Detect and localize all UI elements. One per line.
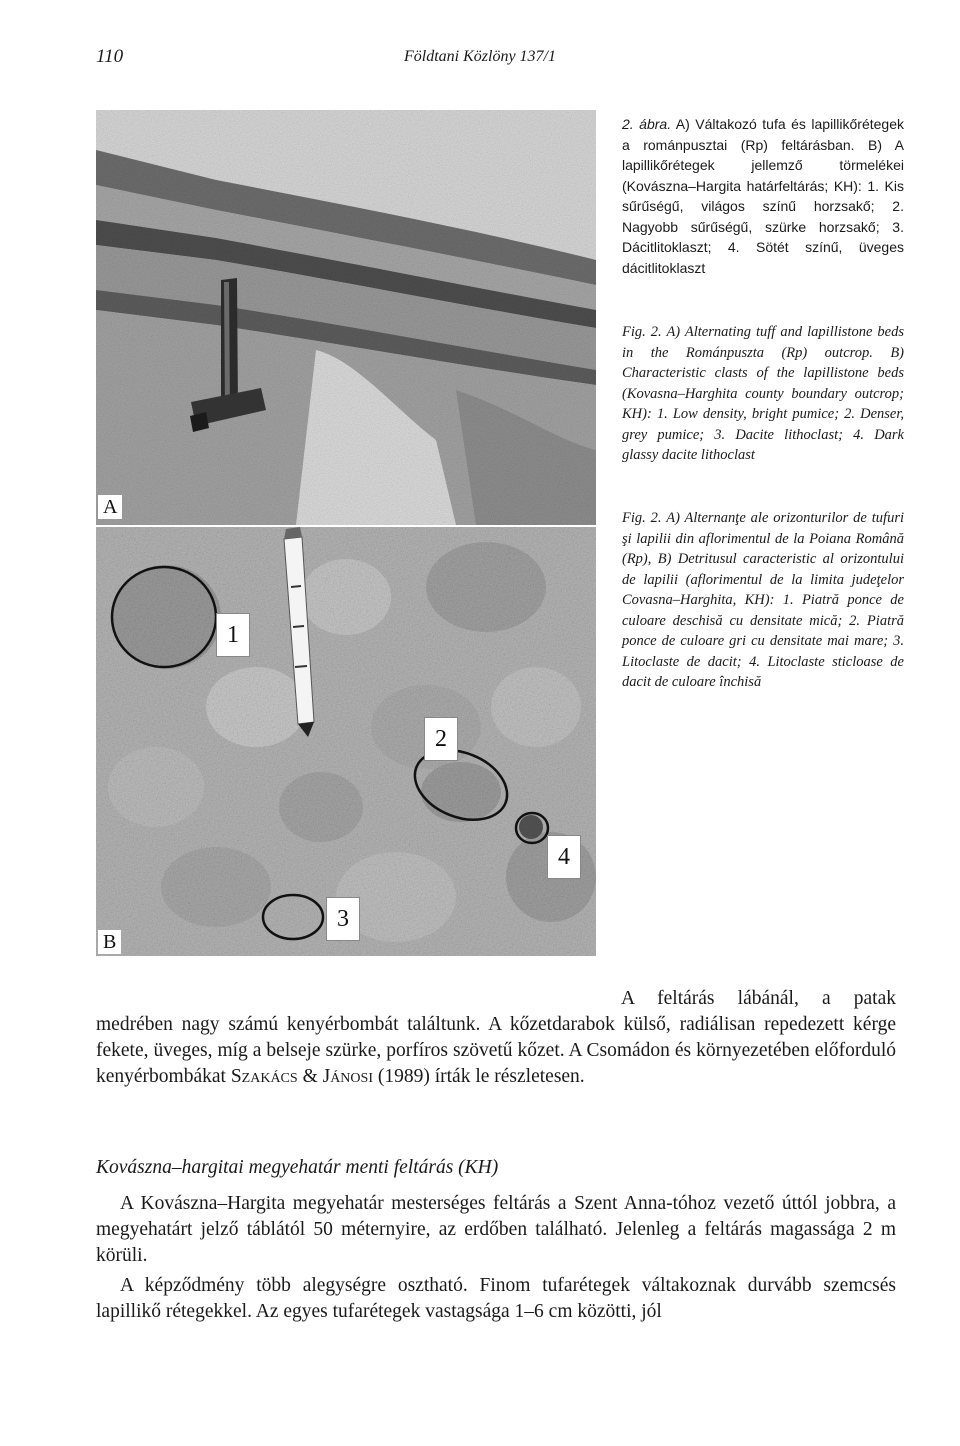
caption-hungarian-text: A) Váltakozó tufa és lapillikőrétegek a románpusztai (Rp) feltárásban. B) A lapillikőrétegek jellemző törmelékei (Kovászna–Hargita határfeltárás; KH): 1. Kis sűrűségű, világos színű horzsakő; 2. Nagyobb sűrűségű, szürke horzsakő; 3. Dácitlitoklaszt; 4. Sötét színű, üveges dácitlitoklaszt [622,116,904,276]
photo-a-label: A [98,495,122,519]
section-title: Kovászna–hargitai megyehatár menti feltárás (KH) [96,1157,499,1178]
figure-photo-a [96,110,596,525]
photo-b-label: B [98,930,121,954]
callout-label-4: 4 [547,835,581,879]
caption-hungarian-head: 2. ábra. [622,116,672,132]
paragraph-1-text-a: A feltárás lábánál, a patak medrében nagy számú kenyérbombát találtunk. A kőzetdarabok külső, radiálisan repedezett kérge fekete, üveges, míg a belseje szürke, porfíros szövetű kőzet. A Csomádon és környezetében előforduló kenyérbombákat [96,988,896,1087]
body-paragraph-2: A Kovászna–Hargita megyehatár mesterséges feltárás a Szent Anna-tóhoz vezető úttól jobbra, a megyehatárt jelző táblától 50 méternyire, az erdőben található. Jelenleg a feltárás magassága 2 m körüli. [96,1193,896,1266]
citation-author-2: Jánosi [322,1066,373,1087]
citation-ampersand: & [297,1066,323,1087]
citation-author-1: Szakács [230,1066,298,1087]
body-paragraph-1 [96,986,896,1090]
callout-label-3: 3 [326,897,360,941]
callout-label-1: 1 [216,613,250,657]
caption-romanian: Fig. 2. A) Alternanţe ale orizonturilor de tufuri şi lapilii din aflorimentul de la Poiana Română (Rp), B) Detritusul caracteristic al orizontului de lapilii (aflorimentul de la limita judeţelor Covasna–Harghita, KH): 1. Piatră ponce de culoare deschisă cu densitate mică; 2. Piatră ponce de culoare gri cu densitate mai mare; 3. Litoclaste de dacit; 4. Litoclaste sticloase de dacit de culoare închisă [622,510,904,690]
outcrop-photo-image [96,110,596,525]
page-number: 110 [96,46,124,67]
body-paragraph-3: A képződmény több alegységre osztható. Finom tufarétegek váltakoznak durvább szemcsés lapillikő rétegekkel. Az egyes tufarétegek vastagsága 1–6 cm közötti, jól [96,1275,896,1322]
paragraph-1-text-b: (1989) írták le részletesen. [372,1066,585,1087]
figure-photo-b [96,527,596,956]
caption-hungarian [622,114,904,278]
journal-title: Földtani Közlöny 137/1 [404,48,556,65]
callout-label-2: 2 [424,717,458,761]
caption-english: Fig. 2. A) Alternating tuff and lapillistone beds in the Románpuszta (Rp) outcrop. B) Characteristic clasts of the lapillistone beds (Kovasna–Harghita county boundary outcrop; KH): 1. Low density, bright pumice; 2. Denser, grey pumice; 3. Dacite lithoclast; 4. Dark glassy dacite lithoclast [622,324,904,463]
clasts-photo-image [96,527,596,956]
